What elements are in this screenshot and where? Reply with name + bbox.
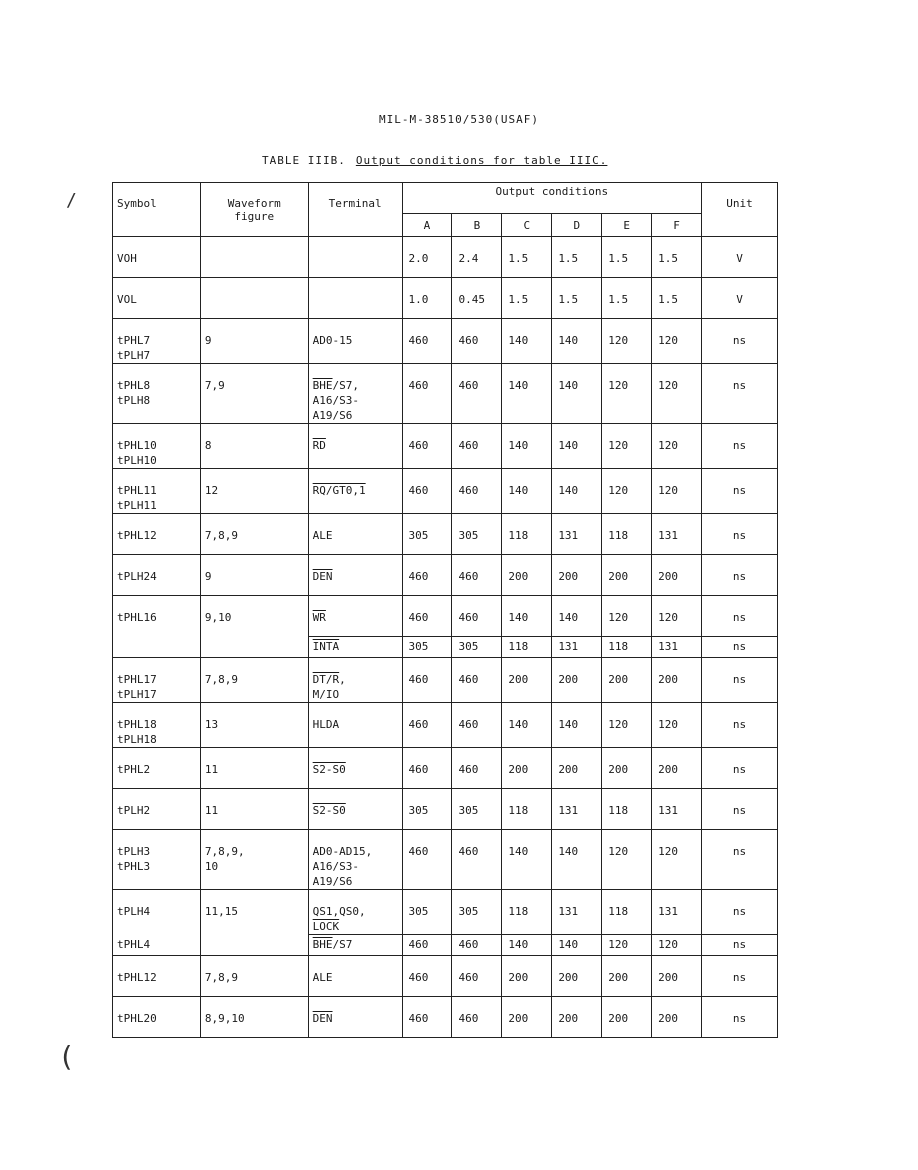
table-row <box>113 514 778 555</box>
symbol-text: tPLH4 <box>117 905 151 918</box>
condition-value: 305 <box>402 890 452 935</box>
condition-value: 140 <box>502 830 552 890</box>
margin-curve-mark: ( <box>58 1040 75 1073</box>
condition-value: 140 <box>502 703 552 748</box>
condition-value: 200 <box>552 956 602 997</box>
col-header-waveform <box>200 183 308 237</box>
symbol-text: tPHL20 <box>117 1012 157 1025</box>
condition-value: 131 <box>652 789 702 830</box>
terminal-cell <box>308 637 402 658</box>
waveform-cell <box>200 424 308 469</box>
condition-value: 131 <box>552 890 602 935</box>
waveform-cell <box>200 514 308 555</box>
condition-value: 200 <box>502 956 552 997</box>
waveform-cell <box>200 364 308 424</box>
unit-cell: ns <box>702 748 778 789</box>
condition-value: 140 <box>502 424 552 469</box>
symbol-text: tPLH3 <box>117 845 151 858</box>
unit-cell: V <box>702 237 778 278</box>
waveform-line2: figure <box>234 210 275 223</box>
col-header-symbol: Symbol <box>113 183 201 237</box>
terminal-text: /S7 <box>332 938 353 951</box>
condition-value: 140 <box>552 935 602 956</box>
condition-value: 120 <box>652 319 702 364</box>
condition-value: 460 <box>452 469 502 514</box>
condition-value: 305 <box>452 789 502 830</box>
col-header-condition: F <box>652 214 702 237</box>
condition-value: 460 <box>452 997 502 1038</box>
condition-value: 118 <box>502 890 552 935</box>
condition-value: 120 <box>652 703 702 748</box>
col-header-condition: B <box>452 214 502 237</box>
waveform-cell <box>200 555 308 596</box>
terminal-cell <box>308 997 402 1038</box>
terminal-cell <box>308 555 402 596</box>
condition-value: 120 <box>602 319 652 364</box>
condition-value: 460 <box>402 555 452 596</box>
terminal-text: QS1,QS0, <box>312 905 366 918</box>
waveform-text: 12 <box>204 484 219 497</box>
waveform-text: 11,15 <box>204 905 238 918</box>
condition-value: 460 <box>452 956 502 997</box>
symbol-cell <box>113 424 201 469</box>
terminal-overline-text: $\overline{WR}$ <box>312 611 326 624</box>
col-header-condition: D <box>552 214 602 237</box>
condition-value: 131 <box>552 789 602 830</box>
col-header-unit: Unit <box>702 183 778 237</box>
terminal-text: A16/S3- <box>312 394 360 407</box>
symbol-text: tPHL8 <box>117 379 151 392</box>
terminal-overline-text: S2-S0 <box>312 804 346 817</box>
symbol-cell <box>113 956 201 997</box>
condition-value: 200 <box>652 658 702 703</box>
waveform-text: 11 <box>204 763 219 776</box>
waveform-cell <box>200 830 308 890</box>
col-header-terminal: Terminal <box>308 183 402 237</box>
waveform-cell <box>200 278 308 319</box>
symbol-text: tPHL7 <box>117 334 151 347</box>
unit-cell: ns <box>702 319 778 364</box>
unit-cell: ns <box>702 997 778 1038</box>
waveform-text: 7,9 <box>204 379 225 392</box>
unit-cell: ns <box>702 956 778 997</box>
condition-value: 200 <box>502 658 552 703</box>
symbol-text: tPLH7 <box>117 349 151 362</box>
condition-value: 131 <box>652 514 702 555</box>
condition-value: 120 <box>602 596 652 637</box>
condition-value: 460 <box>402 469 452 514</box>
condition-value: 2.0 <box>402 237 452 278</box>
condition-value: 200 <box>652 748 702 789</box>
condition-value: 460 <box>402 424 452 469</box>
condition-value: 1.5 <box>552 278 602 319</box>
condition-value: 200 <box>552 555 602 596</box>
waveform-cell <box>200 997 308 1038</box>
waveform-text: 9,10 <box>204 611 232 624</box>
waveform-cell <box>200 890 308 956</box>
symbol-text: tPLH11 <box>117 499 157 512</box>
condition-value: 460 <box>402 703 452 748</box>
condition-value: 1.5 <box>502 278 552 319</box>
condition-value: 120 <box>652 935 702 956</box>
symbol-text: tPLH17 <box>117 688 157 701</box>
condition-value: 460 <box>452 319 502 364</box>
waveform-text: 11 <box>204 804 219 817</box>
condition-value: 118 <box>502 637 552 658</box>
waveform-text: 13 <box>204 718 219 731</box>
condition-value: 140 <box>502 469 552 514</box>
terminal-cell <box>308 319 402 364</box>
terminal-overline-text: $\overline{BHE}$ <box>312 379 333 392</box>
col-header-condition: A <box>402 214 452 237</box>
waveform-cell <box>200 469 308 514</box>
symbol-text: tPHL12 <box>117 529 157 542</box>
terminal-cell <box>308 469 402 514</box>
unit-cell: ns <box>702 596 778 637</box>
condition-value: 460 <box>402 830 452 890</box>
condition-value: 1.0 <box>402 278 452 319</box>
unit-cell: ns <box>702 364 778 424</box>
condition-value: 1.5 <box>652 237 702 278</box>
unit-cell: ns <box>702 789 778 830</box>
symbol-cell <box>113 514 201 555</box>
condition-value: 200 <box>502 748 552 789</box>
condition-value: 140 <box>502 596 552 637</box>
condition-value: 305 <box>452 890 502 935</box>
condition-value: 120 <box>602 703 652 748</box>
symbol-text: tPHL2 <box>117 763 151 776</box>
condition-value: 305 <box>452 637 502 658</box>
symbol-text: tPHL3 <box>117 860 151 873</box>
terminal-text: ALE <box>312 971 333 984</box>
table-row <box>113 658 778 703</box>
condition-value: 200 <box>552 658 602 703</box>
condition-value: 200 <box>602 997 652 1038</box>
condition-value: 460 <box>402 319 452 364</box>
condition-value: 120 <box>652 596 702 637</box>
table-row <box>113 319 778 364</box>
waveform-text: 7,8,9 <box>204 529 238 542</box>
condition-value: 2.4 <box>452 237 502 278</box>
condition-value: 460 <box>402 956 452 997</box>
condition-value: 118 <box>502 514 552 555</box>
table-row <box>113 956 778 997</box>
condition-value: 0.45 <box>452 278 502 319</box>
terminal-cell <box>308 514 402 555</box>
terminal-overline-text: DT/R <box>312 673 340 686</box>
condition-value: 120 <box>652 424 702 469</box>
condition-value: 140 <box>552 469 602 514</box>
terminal-text: A19/S6 <box>312 409 353 422</box>
table-row <box>113 555 778 596</box>
terminal-text: M/IO <box>312 688 340 701</box>
symbol-cell <box>113 748 201 789</box>
symbol-cell <box>113 596 201 658</box>
terminal-cell <box>308 278 402 319</box>
condition-value: 120 <box>652 364 702 424</box>
table-row <box>113 830 778 890</box>
table-title <box>262 154 607 167</box>
terminal-cell <box>308 424 402 469</box>
condition-value: 1.5 <box>602 237 652 278</box>
table-row <box>113 237 778 278</box>
condition-value: 120 <box>602 830 652 890</box>
terminal-cell <box>308 789 402 830</box>
terminal-cell <box>308 935 402 956</box>
col-header-condition: C <box>502 214 552 237</box>
condition-value: 200 <box>502 997 552 1038</box>
terminal-text: HLDA <box>312 718 340 731</box>
condition-value: 118 <box>602 637 652 658</box>
table-row <box>113 364 778 424</box>
condition-value: 140 <box>552 364 602 424</box>
condition-value: 305 <box>402 514 452 555</box>
symbol-text: tPLH2 <box>117 804 151 817</box>
symbol-cell <box>113 830 201 890</box>
condition-value: 460 <box>402 935 452 956</box>
table-row <box>113 424 778 469</box>
waveform-cell <box>200 956 308 997</box>
condition-value: 1.5 <box>552 237 602 278</box>
table-row <box>113 997 778 1038</box>
condition-value: 460 <box>402 658 452 703</box>
symbol-cell <box>113 703 201 748</box>
condition-value: 460 <box>452 830 502 890</box>
terminal-text: LOCK <box>312 920 340 933</box>
condition-value: 140 <box>552 319 602 364</box>
condition-value: 140 <box>502 364 552 424</box>
symbol-text: tPLH8 <box>117 394 151 407</box>
symbol-cell <box>113 555 201 596</box>
waveform-cell <box>200 237 308 278</box>
document-header: MIL-M-38510/530(USAF) <box>378 113 540 126</box>
unit-cell: ns <box>702 424 778 469</box>
symbol-cell <box>113 278 201 319</box>
condition-value: 140 <box>502 319 552 364</box>
condition-value: 200 <box>652 997 702 1038</box>
terminal-cell <box>308 890 402 935</box>
terminal-overline-text: $\overline{DEN}$ <box>312 570 333 583</box>
condition-value: 200 <box>552 997 602 1038</box>
condition-value: 460 <box>452 555 502 596</box>
col-header-condition: E <box>602 214 652 237</box>
waveform-cell <box>200 748 308 789</box>
terminal-cell <box>308 830 402 890</box>
condition-value: 118 <box>602 890 652 935</box>
terminal-overline-text: RQ/GT0,1 <box>312 484 366 497</box>
unit-cell: ns <box>702 637 778 658</box>
condition-value: 131 <box>652 890 702 935</box>
output-conditions-table <box>112 182 778 1038</box>
condition-value: 120 <box>602 935 652 956</box>
waveform-text: 7,8,9, <box>204 845 245 858</box>
terminal-cell <box>308 658 402 703</box>
condition-value: 140 <box>552 703 602 748</box>
condition-value: 305 <box>402 637 452 658</box>
symbol-text: tPLH10 <box>117 454 157 467</box>
terminal-cell <box>308 237 402 278</box>
waveform-cell <box>200 319 308 364</box>
waveform-text: 7,8,9 <box>204 971 238 984</box>
symbol-cell <box>113 890 201 935</box>
symbol-cell <box>113 997 201 1038</box>
terminal-cell <box>308 703 402 748</box>
margin-tick-mark: / <box>66 190 77 211</box>
waveform-cell <box>200 703 308 748</box>
terminal-text: , <box>339 673 346 686</box>
symbol-text: VOL <box>117 293 137 306</box>
symbol-text: VOH <box>117 252 137 265</box>
table-row <box>113 703 778 748</box>
unit-cell: ns <box>702 703 778 748</box>
symbol-cell <box>113 237 201 278</box>
condition-value: 131 <box>552 514 602 555</box>
table-row <box>113 890 778 935</box>
symbol-text: tPHL10 <box>117 439 157 452</box>
symbol-text: tPHL16 <box>117 611 157 624</box>
table-number: TABLE IIIB. <box>262 154 346 167</box>
terminal-text: ALE <box>312 529 333 542</box>
unit-cell: ns <box>702 830 778 890</box>
waveform-text: 7,8,9 <box>204 673 238 686</box>
terminal-overline-text: S2-S0 <box>312 763 346 776</box>
symbol-text: tPHL4 <box>117 937 151 951</box>
terminal-overline-text: INTA <box>312 640 340 653</box>
condition-value: 118 <box>602 514 652 555</box>
symbol-text: tPHL18 <box>117 718 157 731</box>
table-row <box>113 748 778 789</box>
waveform-text: 10 <box>204 860 219 873</box>
unit-cell: ns <box>702 469 778 514</box>
table-row <box>113 596 778 637</box>
symbol-cell <box>113 789 201 830</box>
symbol-cell <box>113 364 201 424</box>
waveform-text: 9 <box>204 334 212 347</box>
condition-value: 460 <box>402 748 452 789</box>
unit-cell: ns <box>702 514 778 555</box>
waveform-text: 8 <box>204 439 212 452</box>
terminal-cell <box>308 748 402 789</box>
terminal-text: /S7, <box>332 379 360 392</box>
symbol-text: tPHL11 <box>117 484 157 497</box>
terminal-text: A19/S6 <box>312 875 353 888</box>
symbol-cell <box>113 469 201 514</box>
condition-value: 120 <box>602 424 652 469</box>
table-row <box>113 789 778 830</box>
condition-value: 200 <box>652 956 702 997</box>
terminal-text: AD0-15 <box>312 334 353 347</box>
condition-value: 1.5 <box>652 278 702 319</box>
terminal-overline-text: $\overline{RD}$ <box>312 439 326 452</box>
condition-value: 200 <box>602 555 652 596</box>
symbol-text: tPLH18 <box>117 733 157 746</box>
condition-value: 200 <box>652 555 702 596</box>
symbol-cell <box>113 319 201 364</box>
condition-value: 200 <box>602 956 652 997</box>
symbol-text: tPHL12 <box>117 971 157 984</box>
condition-value: 120 <box>602 469 652 514</box>
terminal-cell <box>308 596 402 637</box>
waveform-text: 8,9,10 <box>204 1012 245 1025</box>
condition-value: 460 <box>452 424 502 469</box>
waveform-cell <box>200 789 308 830</box>
symbol-text: tPHL17 <box>117 673 157 686</box>
unit-cell: ns <box>702 658 778 703</box>
unit-cell: ns <box>702 935 778 956</box>
condition-value: 460 <box>452 364 502 424</box>
condition-value: 305 <box>452 514 502 555</box>
condition-value: 120 <box>652 830 702 890</box>
condition-value: 140 <box>502 935 552 956</box>
terminal-cell <box>308 364 402 424</box>
condition-value: 200 <box>502 555 552 596</box>
condition-value: 460 <box>402 596 452 637</box>
unit-cell: ns <box>702 890 778 935</box>
symbol-cell <box>113 658 201 703</box>
waveform-line1: Waveform <box>227 197 281 210</box>
condition-value: 140 <box>552 830 602 890</box>
condition-value: 460 <box>452 935 502 956</box>
condition-value: 131 <box>652 637 702 658</box>
col-header-output-conditions: Output conditions <box>402 183 702 214</box>
condition-value: 200 <box>602 658 652 703</box>
condition-value: 200 <box>552 748 602 789</box>
condition-value: 131 <box>552 637 602 658</box>
condition-value: 460 <box>452 596 502 637</box>
table-caption: Output conditions for table IIIC. <box>355 154 608 167</box>
table-row <box>113 469 778 514</box>
table-row <box>113 278 778 319</box>
condition-value: 1.5 <box>502 237 552 278</box>
condition-value: 120 <box>602 364 652 424</box>
condition-value: 118 <box>602 789 652 830</box>
terminal-text: A16/S3- <box>312 860 360 873</box>
condition-value: 460 <box>402 364 452 424</box>
condition-value: 460 <box>452 658 502 703</box>
condition-value: 118 <box>502 789 552 830</box>
condition-value: 140 <box>552 596 602 637</box>
waveform-cell <box>200 658 308 703</box>
terminal-overline-text: $\overline{DEN}$ <box>312 1012 333 1025</box>
waveform-text: 9 <box>204 570 212 583</box>
unit-cell: ns <box>702 555 778 596</box>
condition-value: 460 <box>452 748 502 789</box>
condition-value: 120 <box>652 469 702 514</box>
condition-value: 305 <box>402 789 452 830</box>
terminal-cell <box>308 956 402 997</box>
condition-value: 140 <box>552 424 602 469</box>
terminal-overline-text: $\overline{BHE}$ <box>312 938 333 951</box>
condition-value: 200 <box>602 748 652 789</box>
symbol-cell <box>113 935 201 956</box>
unit-cell: V <box>702 278 778 319</box>
symbol-text: tPLH24 <box>117 570 157 583</box>
terminal-text: AD0-AD15, <box>312 845 373 858</box>
waveform-cell <box>200 596 308 658</box>
condition-value: 460 <box>402 997 452 1038</box>
condition-value: 1.5 <box>602 278 652 319</box>
condition-value: 460 <box>452 703 502 748</box>
